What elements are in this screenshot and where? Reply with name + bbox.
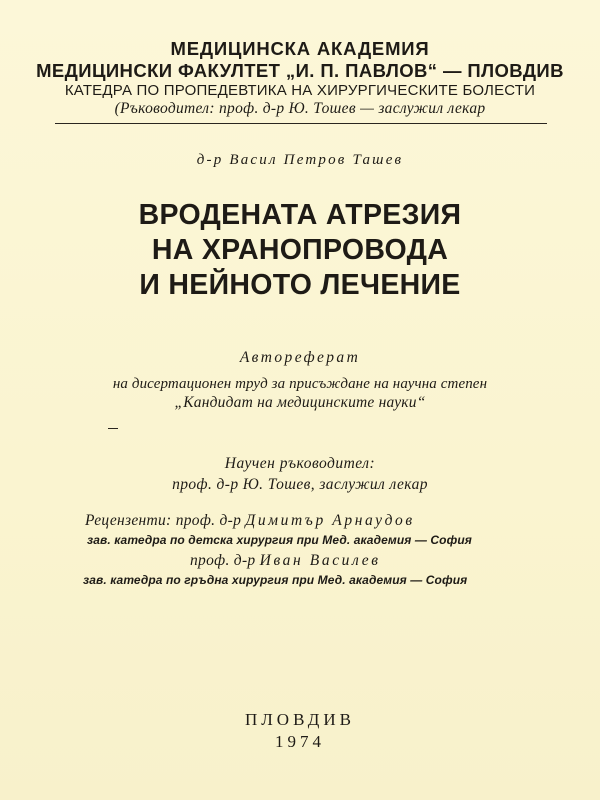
- author-name: д-р Васил Петров Ташев: [196, 152, 404, 168]
- title-line-2: НА ХРАНОПРОВОДА: [151, 234, 449, 266]
- reviewer-1: [85, 512, 415, 530]
- abstract-label: Автореферат: [239, 349, 361, 366]
- publication-year: 1974: [275, 732, 325, 751]
- header-divider: [55, 123, 547, 124]
- short-dash: [108, 428, 118, 429]
- reviewer-1-affiliation: зав. катедра по детска хирургия при Мед. академия — София: [87, 533, 472, 547]
- advisor-name: проф. д-р Ю. Тошев, заслужил лекар: [172, 476, 428, 493]
- institution-heading: МЕДИЦИНСКА АКАДЕМИЯ: [170, 38, 430, 59]
- faculty-heading: МЕДИЦИНСКИ ФАКУЛТЕТ „И. П. ПАВЛОВ“ — ПЛОВДИВ: [36, 60, 564, 81]
- reviewers-label: Рецензенти:: [85, 512, 172, 529]
- reviewer-1-name: Димитър Арнаудов: [245, 512, 415, 529]
- publication-city: ПЛОВДИВ: [245, 710, 355, 729]
- reviewer-2-title: проф. д-р: [190, 552, 256, 569]
- degree-name: „Кандидат на медицинските науки“: [174, 394, 426, 411]
- department-heading: КАТЕДРА ПО ПРОПЕДЕВТИКА НА ХИРУРГИЧЕСКИТЕ БОЛЕСТИ: [64, 82, 536, 99]
- department-head: (Ръководител: проф. д-р Ю. Тошев — заслужил лекар: [114, 100, 486, 117]
- abstract-description: на дисертационен труд за присъждане на научна степен: [112, 376, 488, 392]
- title-line-1: ВРОДЕНАТА АТРЕЗИЯ: [138, 199, 462, 231]
- reviewer-2-affiliation: зав. катедра по гръдна хирургия при Мед. академия — София: [83, 573, 468, 587]
- reviewer-2-name: Иван Василев: [259, 552, 381, 569]
- title-line-3: И НЕЙНОТО ЛЕЧЕНИЕ: [139, 269, 461, 301]
- reviewer-1-title: проф. д-р: [175, 512, 242, 529]
- document-title: [0, 198, 600, 303]
- reviewer-2: [190, 552, 381, 570]
- advisor-label: Научен ръководител:: [224, 455, 376, 472]
